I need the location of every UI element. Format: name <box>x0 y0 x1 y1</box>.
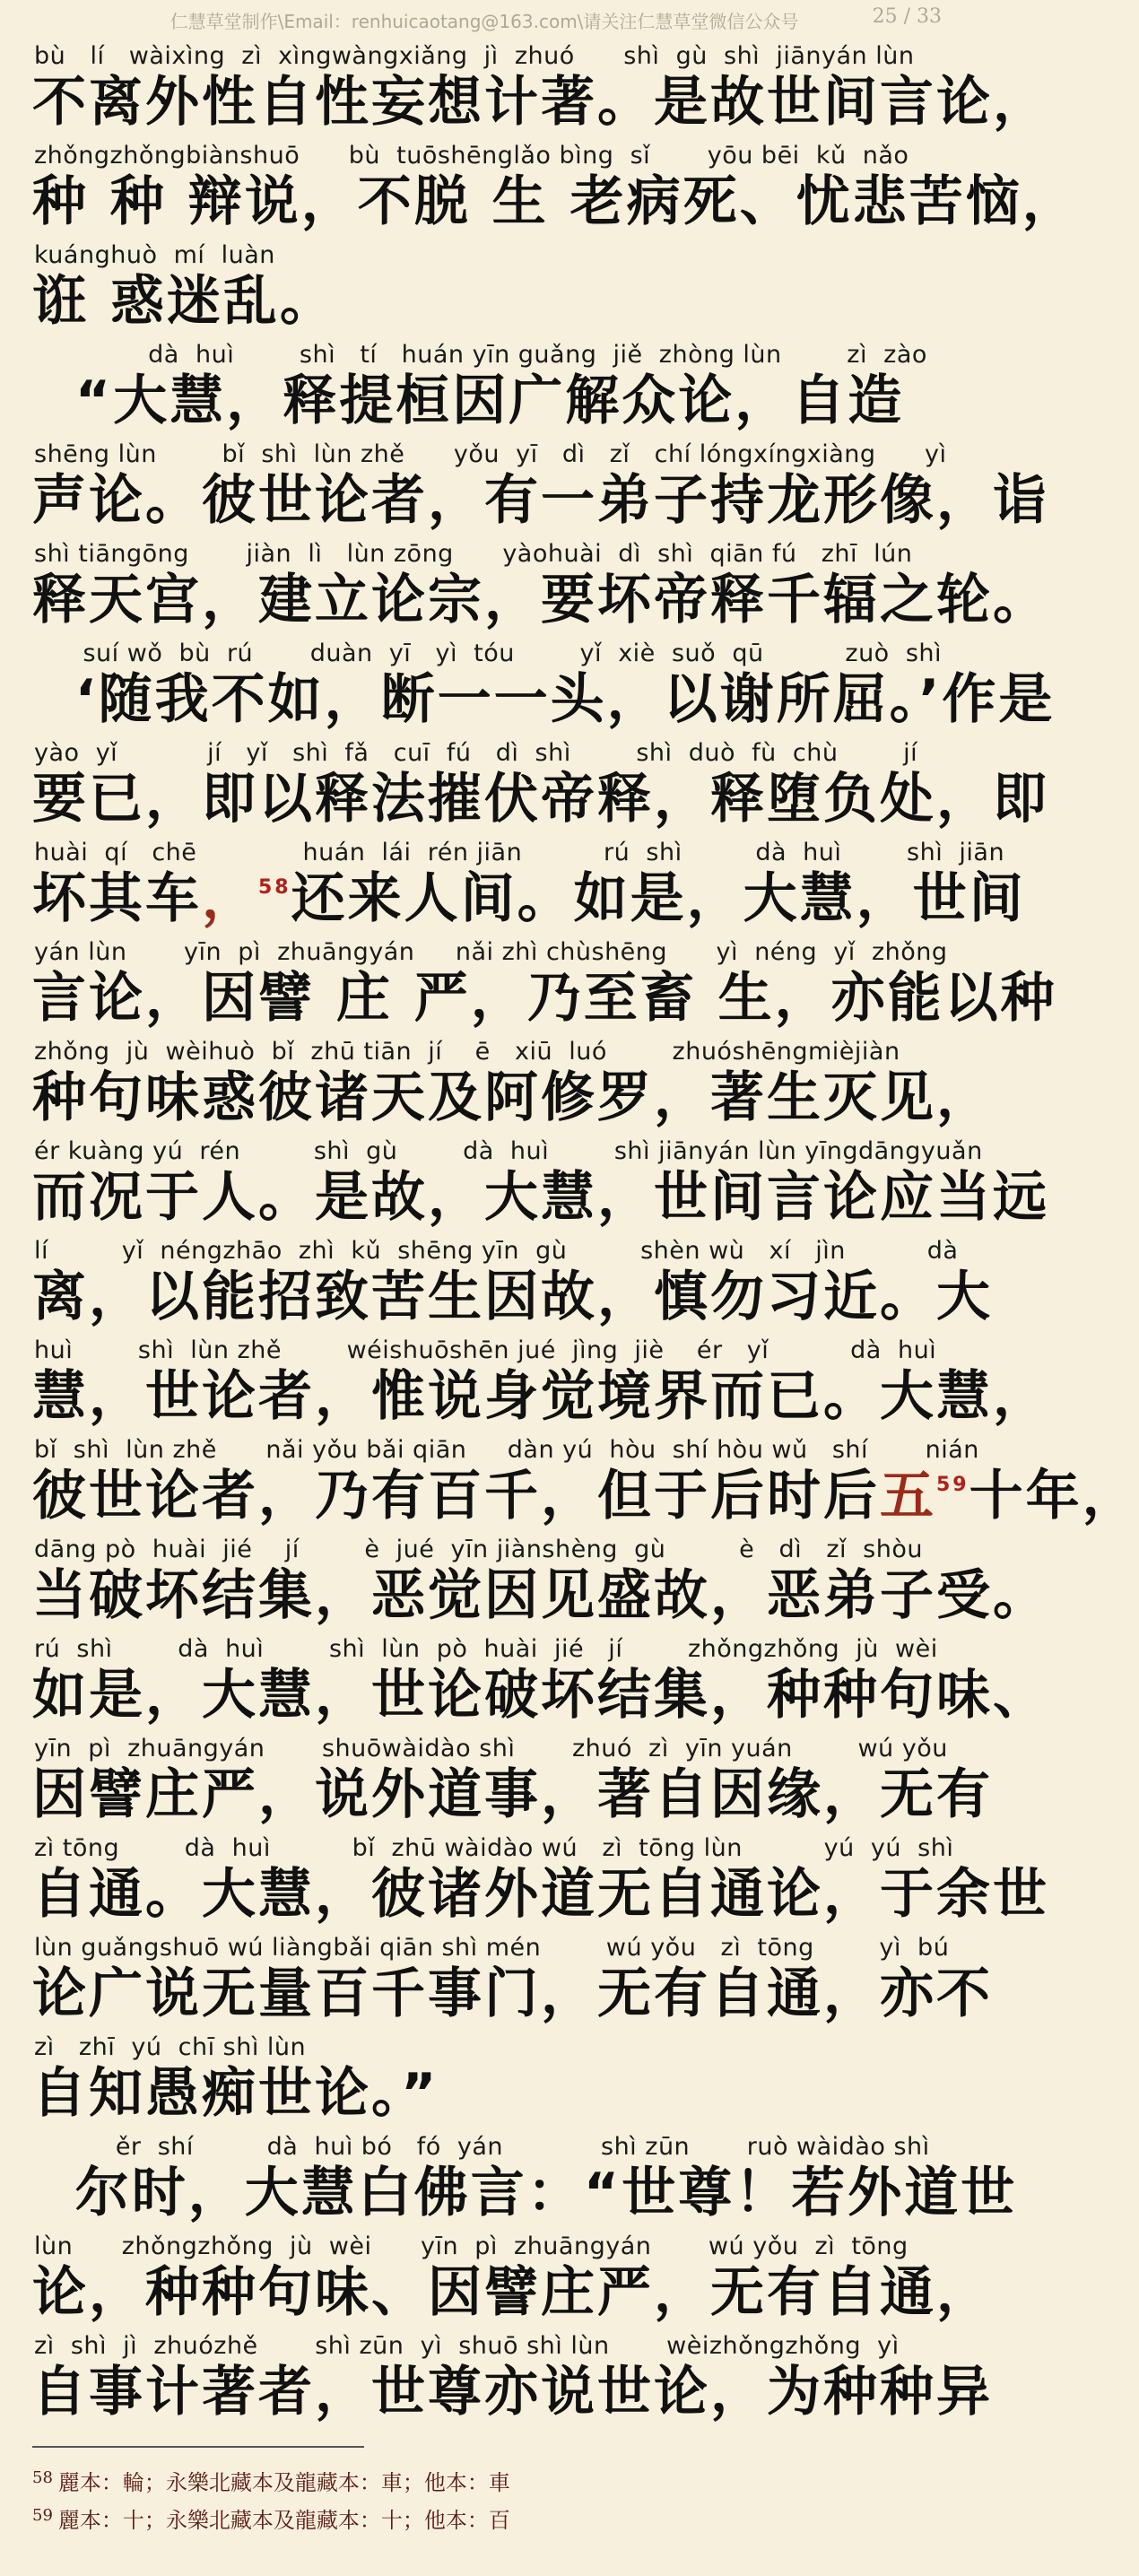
hanzi-line: 论，种种句味、因譬庄严，无有自通， <box>32 2261 993 2324</box>
text-line <box>0 1529 1049 1629</box>
pinyin-line: zì tōng dà huì bǐ zhū wàidào wú zì tōng lùn yú yú shì <box>34 1834 954 1862</box>
pinyin-line: zì shì jì zhuózhě shì zūn yì shuō shì lùn wèizhǒngzhǒng yì <box>34 2332 900 2360</box>
hanzi-line: 释天宫，建立论宗，要坏帝释千辐之轮。 <box>32 569 1049 631</box>
pinyin-line: zhǒngzhǒngbiànshuō bù tuōshēnglǎo bìng sǐ yōu bēi kǔ nǎo <box>34 142 909 170</box>
text-line <box>0 1231 993 1330</box>
text-line <box>0 1928 993 2027</box>
hanzi-line: 慧，世论者，惟说身觉境界而已。大慧， <box>32 1365 1049 1428</box>
footnote-divider <box>32 2446 364 2448</box>
hanzi-line: 尔时，大慧白佛言：“世尊！若外道世 <box>74 2162 1018 2224</box>
pinyin-line: zì zhī yú chī shì lùn <box>34 2033 307 2061</box>
hanzi-line: 离，以能招致苦生因故，慎勿习近。大 <box>32 1266 993 1328</box>
pinyin-line: shēng lùn bǐ shì lùn zhě yǒu yī dì zǐ chí lóngxíngxiàng yì <box>34 440 947 468</box>
hanzi-line: 不离外性自性妄想计著。是故世间言论， <box>32 71 1049 134</box>
pinyin-line: suí wǒ bù rú duàn yī yì tóu yǐ xiè suǒ qū zuò shì <box>34 640 943 667</box>
pinyin-line: ěr shí dà huì bó fó yán shì zūn ruò wàidào shì <box>34 2133 930 2161</box>
pinyin-line: huì shì lùn zhě wéishuōshēn jué jìng jiè ér yǐ dà huì <box>34 1336 937 1364</box>
text-line <box>0 1131 1049 1231</box>
pinyin-line: yīn pì zhuāngyán shuōwàidào shì zhuó zì yīn yuán wú yǒu <box>34 1735 948 1762</box>
pinyin-line: lùn zhǒngzhǒng jù wèi yīn pì zhuāngyán wú yǒu zì tōng <box>34 2232 909 2260</box>
hanzi-line: 坏其车，$^{58}$还来人间。如是，大慧，世间 <box>32 867 1026 930</box>
hanzi-line: 诳 惑迷乱。 <box>32 270 336 333</box>
pinyin-line: shì tiāngōng jiàn lì lùn zōng yàohuài dì shì qiān fú zhī lún <box>34 540 913 568</box>
pinyin-line: bù lí wàixìng zì xìngwàngxiǎng jì zhuó shì gù shì jiānyán lùn <box>34 42 915 70</box>
footnote-marker[interactable]: 58 <box>258 876 291 899</box>
hanzi-line: “大慧，释提桓因广解众论，自造 <box>74 370 905 432</box>
pinyin-line: lí yǐ néngzhāo zhì kǔ shēng yīn gù shèn wù xí jìn dà <box>34 1237 959 1265</box>
footnote-marker[interactable]: 59 <box>936 1474 969 1496</box>
pinyin-line: huài qí chē huán lái rén jiān rú shì dà huì shì jiān <box>34 839 1005 866</box>
text-line <box>0 1629 1049 1728</box>
pinyin-line: lùn guǎngshuō wú liàngbǎi qiān shì mén wú yǒu zì tōng yì bú <box>34 1934 950 1962</box>
text-line <box>0 335 969 434</box>
text-line <box>0 534 1049 633</box>
text-line <box>0 36 1049 135</box>
text-line <box>0 832 1026 932</box>
text-line <box>0 434 1049 534</box>
text-line <box>0 135 1079 235</box>
hanzi-line: 自知愚痴世论。” <box>32 2062 439 2125</box>
text-line <box>0 633 1056 733</box>
pinyin-line: dà huì shì tí huán yīn guǎng jiě zhòng lùn zì zào <box>34 341 927 369</box>
hanzi-line: 言论，因譬 庄 严，乃至畜 生，亦能以种 <box>32 967 1057 1030</box>
pinyin-line: dāng pò huài jié jí è jué yīn jiànshèng gù è dì zǐ shòu <box>34 1536 923 1563</box>
text-line <box>0 932 1057 1031</box>
pinyin-line: yán lùn yīn pì zhuāngyán nǎi zhì chùshēng yì néng yǐ zhǒng <box>34 938 948 966</box>
text-line <box>0 2326 993 2425</box>
text-line <box>0 235 969 335</box>
hanzi-line: 彼世论者，乃有百千，但于后时后五$^{59}$十年， <box>32 1465 1139 1527</box>
variant-char: ， <box>202 867 258 930</box>
text-line <box>0 1430 1139 1529</box>
hanzi-line: 种句味惑彼诸天及阿修罗，著生灭见， <box>32 1066 993 1129</box>
footnote-number: 59 <box>32 2506 53 2525</box>
variant-char: 五 <box>880 1465 936 1527</box>
text-line <box>0 2127 1018 2226</box>
text-line <box>0 1828 1049 1928</box>
pinyin-line: yào yǐ jí yǐ shì fǎ cuī fú dì shì shì duò fù chù jí <box>34 739 918 767</box>
page-number: 25 / 33 <box>872 5 942 28</box>
hanzi-line: 种 种 辩说，不脱 生 老病死、忧悲苦恼， <box>32 170 1079 233</box>
hanzi-line: 论广说无量百千事门，无有自通，亦不 <box>32 1962 993 2025</box>
hanzi-line: 要已，即以释法摧伏帝释，释堕负处，即 <box>32 768 1049 831</box>
pinyin-line: bǐ shì lùn zhě nǎi yǒu bǎi qiān dàn yú hòu shí hòu wǔ shí nián <box>34 1436 979 1464</box>
footnote-text: 麗本：十；永樂北藏本及龍藏本：十；他本：百 <box>57 2508 510 2533</box>
pinyin-line: zhǒng jù wèihuò bǐ zhū tiān jí ē xiū luó zhuóshēngmièjiàn <box>34 1038 900 1066</box>
text-line <box>0 1330 1049 1430</box>
pinyin-line: rú shì dà huì shì lùn pò huài jié jí zhǒngzhǒng jù wèi <box>34 1635 938 1663</box>
text-line <box>0 733 1049 832</box>
hanzi-line: 自通。大慧，彼诸外道无自通论，于余世 <box>32 1863 1049 1926</box>
header-watermark: 仁慧草堂制作\Email：renhuicaotang@163.com\请关注仁慧草堂微信公众号 <box>170 11 799 32</box>
hanzi-line: 因譬庄严，说外道事，著自因缘，无有 <box>32 1763 993 1826</box>
pinyin-line: kuánghuò mí luàn <box>34 241 275 269</box>
hanzi-line: 当破坏结集，恶觉因见盛故，恶弟子受。 <box>32 1564 1049 1627</box>
footnote-text: 麗本：輪；永樂北藏本及龍藏本：車；他本：車 <box>57 2470 510 2495</box>
hanzi-line: ‘随我不如，断一一头，以谢所屈。’作是 <box>74 668 1056 731</box>
hanzi-line: 而况于人。是故，大慧，世间言论应当远 <box>32 1166 1049 1229</box>
hanzi-line: 声论。彼世论者，有一弟子持龙形像，诣 <box>32 469 1049 532</box>
text-line <box>0 1031 993 1131</box>
hanzi-line: 自事计著者，世尊亦说世论，为种种异 <box>32 2361 993 2424</box>
text-line <box>0 2226 993 2326</box>
footnote-58 <box>32 2465 510 2496</box>
text-body <box>0 36 1139 2425</box>
pinyin-line: ér kuàng yú rén shì gù dà huì shì jiānyán lùn yīngdāngyuǎn <box>34 1137 983 1165</box>
hanzi-line: 如是，大慧，世论破坏结集，种种句味、 <box>32 1664 1049 1727</box>
footnote-number: 58 <box>32 2468 53 2487</box>
footnote-59 <box>32 2502 510 2534</box>
text-line <box>0 1728 993 1828</box>
text-line <box>0 2027 969 2127</box>
